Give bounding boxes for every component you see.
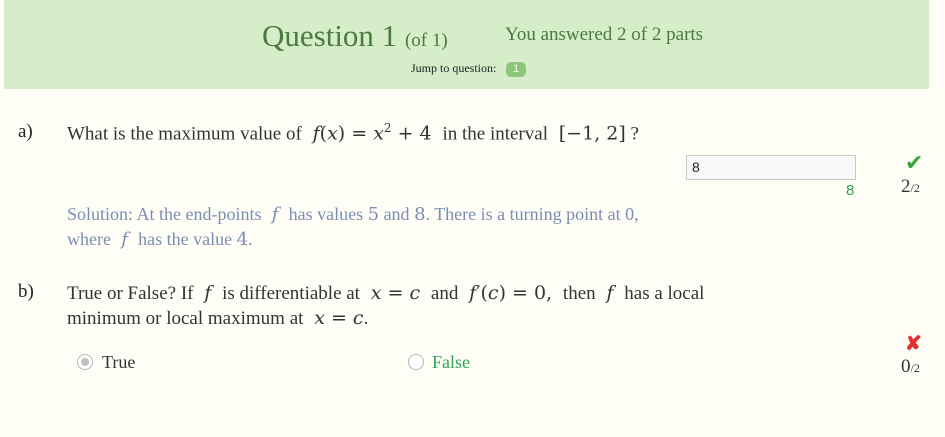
solution-text-4: . There is a turning point at 0, [425, 204, 639, 224]
part-b-text-3: and [430, 283, 459, 304]
part-a-solution: Solution: At the end-points f has values 5 and 8. There is a turning point at 0, where f has the value 4. [67, 204, 639, 250]
part-b-text-6: minimum or local maximum at [67, 308, 304, 329]
part-a-question-mid: in the interval [442, 123, 548, 145]
part-b-text-5: has a local [624, 283, 705, 304]
jump-to-question-label: Jump to question: [411, 61, 497, 75]
option-false-radio[interactable] [408, 354, 424, 370]
option-false-label[interactable]: False [432, 352, 470, 372]
wrong-cross-icon: ✘ [905, 333, 922, 355]
part-b-text-2: is differentiable at [222, 283, 360, 304]
solution-value-3: 4 [236, 229, 249, 250]
part-a-score-max: /2 [910, 181, 920, 195]
option-true-label[interactable]: True [102, 352, 136, 372]
solution-value-1: 5 [367, 204, 380, 225]
option-true-radio[interactable] [77, 354, 93, 370]
part-a-correct-answer: 8 [846, 182, 855, 199]
question-title-text: Question 1 [262, 18, 398, 53]
part-b-score [901, 356, 920, 378]
part-a-label: a) [18, 121, 33, 142]
part-b-text-7: . [363, 308, 369, 329]
part-a-score [901, 176, 920, 198]
jump-question-1-button[interactable]: 1 [506, 62, 526, 77]
part-b-score-value: 0 [901, 356, 911, 377]
part-a-answer-input[interactable]: 8 [686, 155, 856, 180]
part-a-question-suffix: ? [630, 123, 639, 145]
correct-check-icon: ✔ [905, 150, 924, 175]
part-b-score-max: /2 [910, 361, 920, 375]
part-a-score-value: 2 [901, 176, 911, 197]
solution-text-1: Solution: At the end-points [67, 204, 262, 224]
question-title [262, 18, 448, 59]
solution-value-2: 8 [414, 204, 426, 225]
part-a-function: f [306, 122, 320, 145]
part-a-question-text: What is the maximum value of [67, 123, 302, 145]
solution-text-5: where [67, 229, 111, 249]
part-b-text-1: True or False? If [67, 283, 194, 304]
solution-text-3: and [383, 204, 410, 224]
part-b-label: b) [18, 281, 34, 302]
answered-status: You answered 2 of 2 parts [505, 24, 704, 45]
solution-text-6: has the value [138, 229, 233, 249]
question-header [4, 0, 929, 89]
question-count: (of 1) [404, 30, 448, 51]
part-a-question: What is the maximum value of $f(x) = x^2 + 4$ in the interval [−1, 2] ? [67, 121, 639, 145]
part-b-question: True or False? If f is differentiable at x = c and f′(c) = 0, then f has a local minimum or local maximum at x = c. [67, 282, 705, 329]
part-a-interval: [−1, 2] [552, 122, 626, 145]
solution-text-2: has values [288, 204, 364, 224]
solution-text-7: . [248, 229, 253, 249]
part-b-text-4: then [562, 283, 596, 304]
